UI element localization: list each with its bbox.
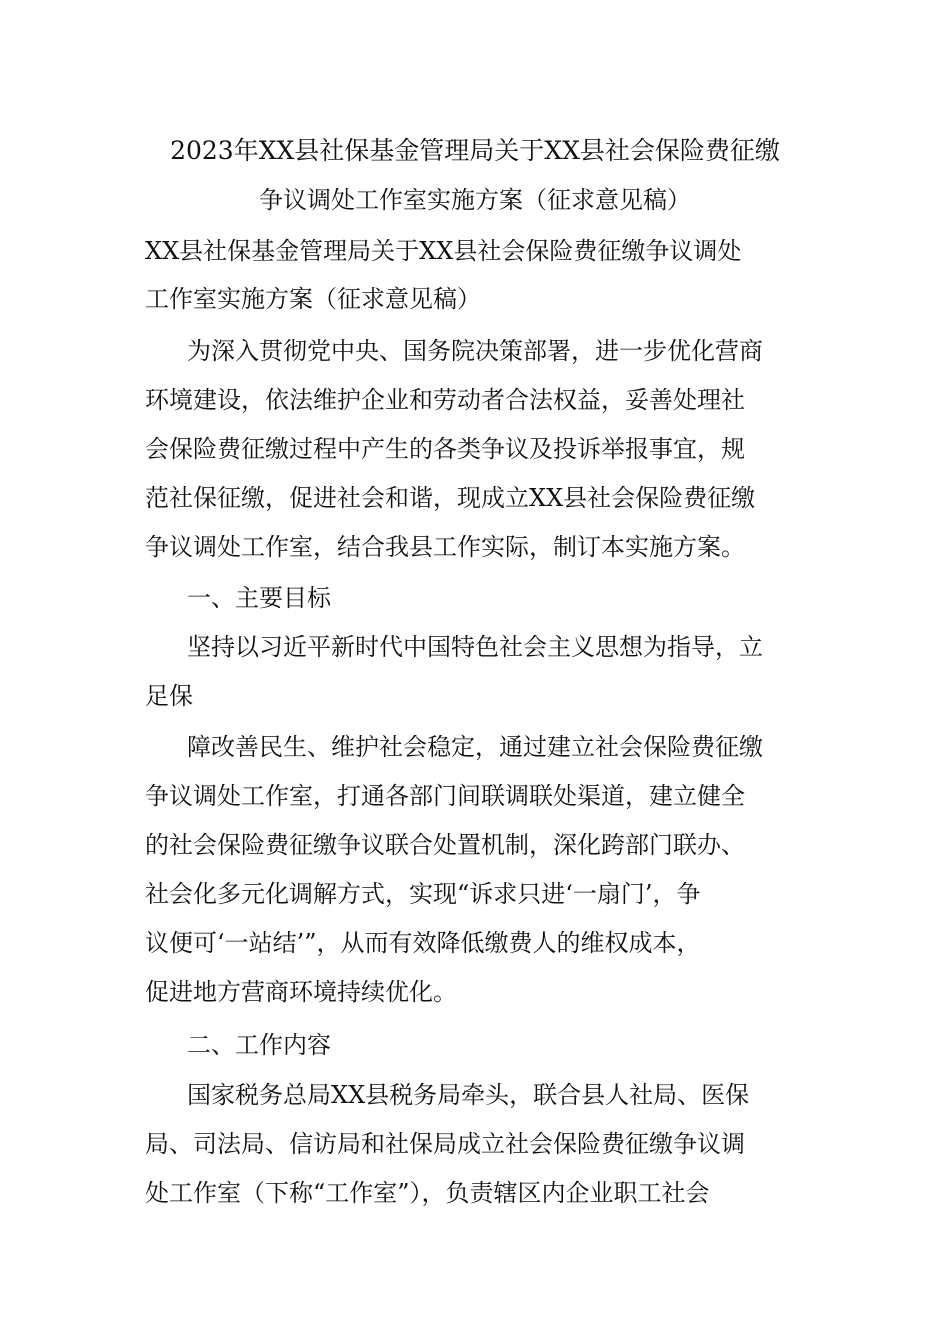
- section-heading-2: 二、工作内容: [187, 1031, 331, 1059]
- paragraph-line: 处工作室（下称“工作室”），负责辖区内企业职工社会: [145, 1179, 710, 1207]
- section-heading-1: 一、主要目标: [187, 584, 331, 612]
- paragraph-line: 争议调处工作室，结合我县工作实际，制订本实施方案。: [145, 533, 745, 561]
- paragraph-line: 争议调处工作室，打通各部门间联调联处渠道，建立健全: [145, 782, 745, 810]
- paragraph-line: 为深入贯彻党中央、国务院决策部署，进一步优化营商: [187, 337, 763, 365]
- paragraph-line: 会保险费征缴过程中产生的各类争议及投诉举报事宜，规: [145, 435, 745, 463]
- paragraph-line: 社会化多元化调解方式，实现“诉求只进‘一扇门’，争: [145, 880, 701, 908]
- body-line: XX县社保基金管理局关于XX县社会保险费征缴争议调处: [145, 237, 742, 265]
- paragraph-line: 障改善民生、维护社会稳定，通过建立社会保险费征缴: [187, 733, 763, 761]
- paragraph-line: 促进地方营商环境持续优化。: [145, 978, 457, 1006]
- document-title-line-2: 争议调处工作室实施方案（征求意见稿）: [259, 186, 691, 214]
- body-line: 工作室实施方案（征求意见稿）: [145, 285, 481, 313]
- paragraph-line: 局、司法局、信访局和社保局成立社会保险费征缴争议调: [145, 1130, 745, 1158]
- paragraph-line: 范社保征缴，促进社会和谐，现成立XX县社会保险费征缴: [145, 484, 756, 512]
- paragraph-line: 议便可‘一站结’”，从而有效降低缴费人的维权成本，: [145, 929, 701, 957]
- paragraph-line: 坚持以习近平新时代中国特色社会主义思想为指导，立: [187, 633, 763, 661]
- paragraph-line: 国家税务总局XX县税务局牵头，联合县人社局、医保: [187, 1081, 750, 1109]
- paragraph-line: 足保: [145, 682, 193, 710]
- document-title-line-1: 2023年XX县社保基金管理局关于XX县社会保险费征缴: [170, 136, 780, 165]
- paragraph-line: 的社会保险费征缴争议联合处置机制，深化跨部门联办、: [145, 831, 745, 859]
- paragraph-line: 环境建设，依法维护企业和劳动者合法权益，妥善处理社: [145, 386, 745, 414]
